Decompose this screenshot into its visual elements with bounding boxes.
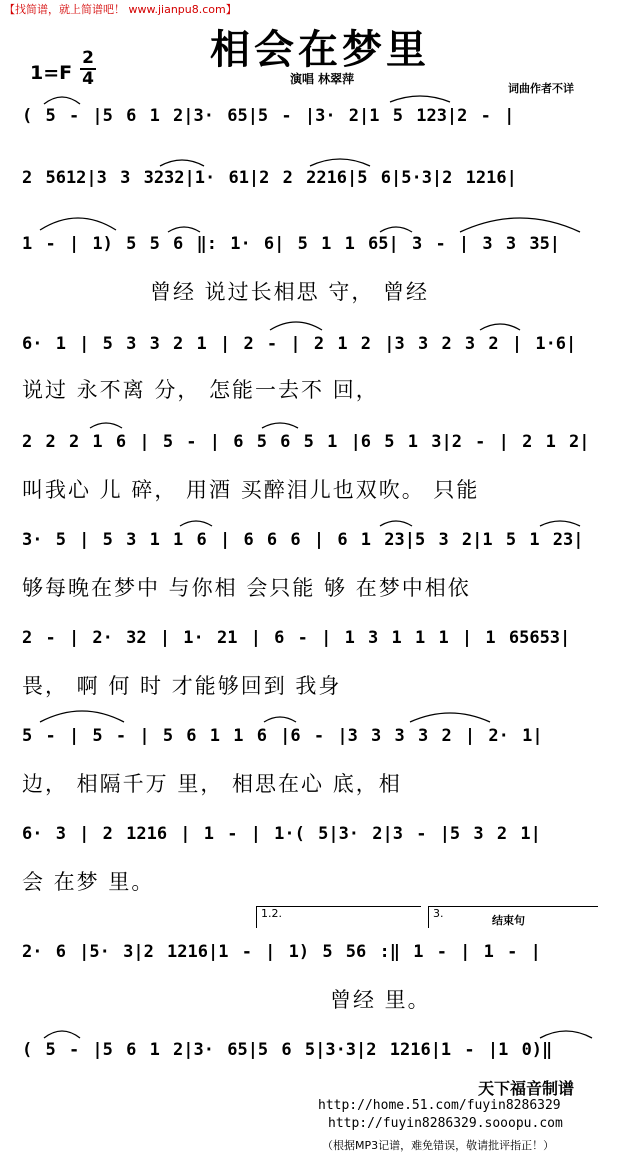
slur-arc — [44, 97, 80, 104]
score-system-8-notes: 5 - | 5 - | 5 6 1 1 6 |6 - |3 3 3 3 2 | 2· 1| — [22, 726, 543, 746]
score-system-10-lyrics: 曾经 里。 — [330, 988, 431, 1012]
slur-arc — [168, 227, 200, 232]
slur-arc — [262, 423, 298, 428]
slur-arc — [44, 1031, 80, 1038]
score-system-8-lyrics: 边， 相隔千万 里， 相思在心 底，相 — [22, 772, 402, 796]
slur-arc — [160, 160, 204, 166]
site-note: 【找简谱，就上简谱吧！ www.jianpu8.com】 — [4, 3, 237, 16]
score-system-5-notes: 2 2 2 1 6 | 5 - | 6 5 6 5 1 |6 5 1 3|2 - | 2 1 2| — [22, 432, 590, 452]
song-title: 相会在梦里 — [210, 27, 430, 73]
slur-arc — [180, 521, 212, 526]
time-signature-top: 2 — [82, 48, 94, 68]
score-system-3-notes: 1 - | 1) 5 5 6 ‖: 1· 6| 5 1 1 65| 3 - | 3 3 35| — [22, 234, 561, 254]
score-system-1-notes: ( 5 - |5 6 1 2|3· 65|5 - |3· 2|1 5 123|2 - | — [22, 106, 515, 126]
slur-arc — [264, 717, 296, 722]
ending-phrase-label: 结束句 — [492, 914, 525, 927]
key-signature: 1=F — [30, 62, 73, 84]
volta-second-ending: 3. — [428, 906, 598, 928]
slur-arc — [40, 711, 124, 722]
slur-arc — [380, 227, 412, 232]
score-system-4-lyrics: 说过 永不离 分， 怎能一去不 回， — [22, 378, 379, 402]
time-signature-bottom: 4 — [82, 69, 94, 89]
volta-first-ending: 1.2. — [256, 906, 421, 928]
source-url-2[interactable]: http://fuyin8286329.sooopu.com — [328, 1116, 563, 1131]
score-system-10-notes: 2· 6 |5· 3|2 1216|1 - | 1) 5 56 :‖ 1 - | 1 - | — [22, 942, 541, 962]
slur-arc — [40, 218, 116, 230]
slur-arc — [460, 218, 580, 232]
source-url-1[interactable]: http://home.51.com/fuyin8286329 — [318, 1098, 561, 1113]
score-system-7-notes: 2 - | 2· 32 | 1· 21 | 6 - | 1 3 1 1 1 | 1 65653| — [22, 628, 571, 648]
score-system-9-lyrics: 会 在梦 里。 — [22, 870, 155, 894]
slur-arc — [90, 423, 122, 428]
slur-arc — [480, 324, 520, 330]
score-system-5-lyrics: 叫我心 儿 碎， 用酒 买醉泪儿也双吹。 只能 — [22, 478, 480, 502]
score-system-6-lyrics: 够每晚在梦中 与你相 会只能 够 在梦中相依 — [22, 576, 471, 600]
studio-credit: 天下福音制谱 — [478, 1079, 575, 1098]
score-system-6-notes: 3· 5 | 5 3 1 1 6 | 6 6 6 | 6 1 23|5 3 2|1 5 1 23| — [22, 530, 584, 550]
score-system-9-notes: 6· 3 | 2 1216 | 1 - | 1·( 5|3· 2|3 - |5 3 2 1| — [22, 824, 541, 844]
slur-arc — [270, 322, 322, 330]
transcription-disclaimer: （根据MP3记谱，难免错误，敬请批评指正！） — [322, 1139, 555, 1152]
score-system-2-notes: 2 5612|3 3 3232|1· 61|2 2 2216|5 6|5·3|2 1216| — [22, 168, 517, 188]
score-system-3-lyrics: 曾经 说过长相思 守， 曾经 — [150, 280, 430, 304]
slur-arc — [390, 96, 450, 102]
score-system-11-notes: ( 5 - |5 6 1 2|3· 65|5 6 5|3·3|2 1216|1 - |1 0)‖ — [22, 1040, 553, 1060]
slur-arc — [410, 713, 490, 722]
singer-credit: 演唱 林翠萍 — [290, 72, 355, 86]
score-system-4-notes: 6· 1 | 5 3 3 2 1 | 2 - | 2 1 2 |3 3 2 3 2 | 1·6| — [22, 334, 577, 354]
slur-arc — [380, 521, 412, 526]
slur-arc — [310, 159, 370, 166]
slur-arc — [540, 521, 580, 526]
slur-arc — [540, 1031, 592, 1038]
composer-credit: 词曲作者不详 — [508, 82, 574, 95]
score-system-7-lyrics: 畏， 啊 何 时 才能够回到 我身 — [22, 674, 342, 698]
